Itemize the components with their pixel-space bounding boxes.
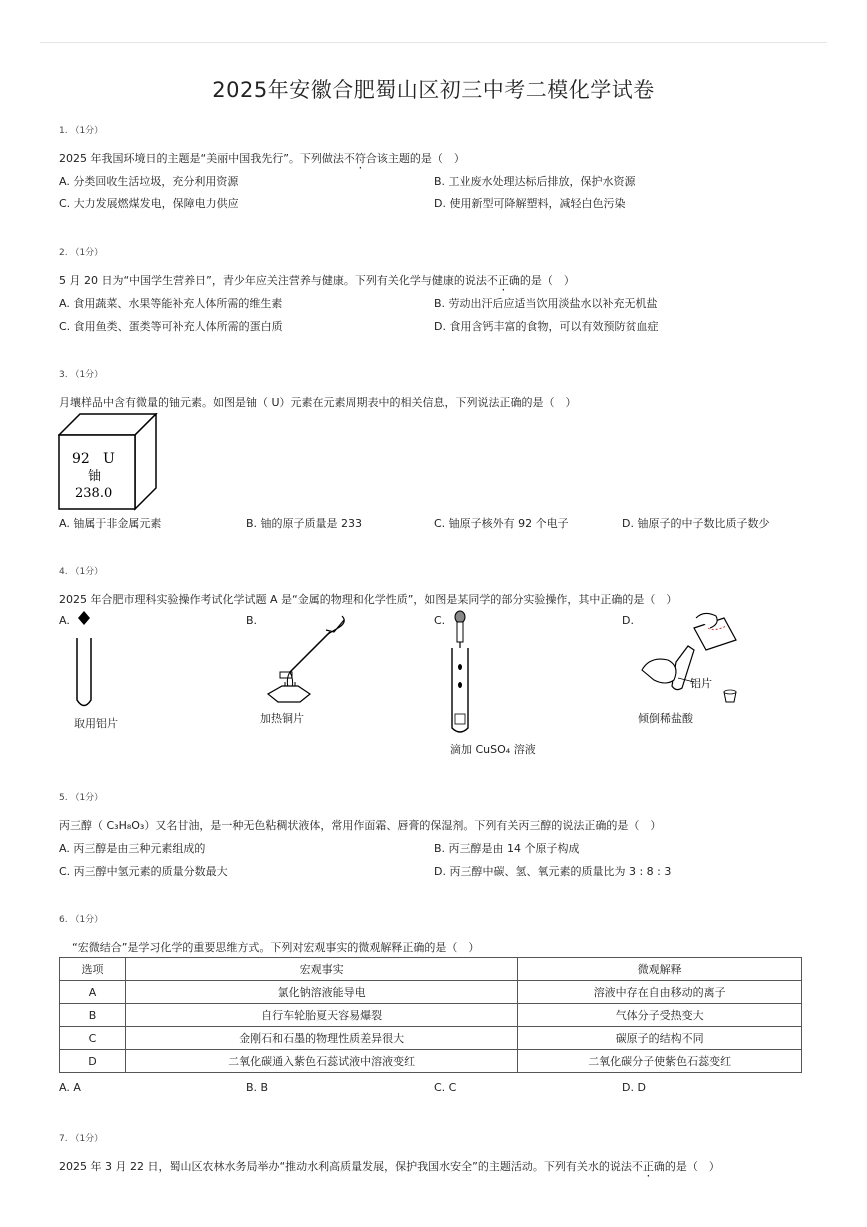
option-a[interactable]: A. 食用蔬菜、水果等能补充人体所需的维生素 [59, 297, 283, 310]
element-number: 92 [72, 451, 90, 467]
question-number: 5. （1分） [59, 793, 104, 803]
question-number: 6. （1分） [59, 915, 104, 925]
table-cell: B [60, 1004, 126, 1027]
option-b[interactable]: B. 劳动出汗后应适当饮用淡盐水以补充无机盐 [434, 297, 658, 310]
option-b[interactable]: B. B [246, 1081, 269, 1094]
option-b[interactable]: B. 工业废水处理达标后排放，保护水资源 [434, 175, 636, 188]
table-header: 宏观事实 [125, 958, 517, 981]
option-b[interactable]: B. 铀的原子质量是 233 [246, 517, 363, 530]
table-row [60, 1050, 802, 1073]
option-d[interactable]: D. 使用新型可降解塑料，减轻白色污染 [434, 197, 626, 210]
figure-label-d[interactable]: D. [622, 614, 634, 627]
option-c[interactable]: C. 丙三醇中氢元素的质量分数最大 [59, 865, 228, 878]
option-d[interactable]: D. 丙三醇中碳、氢、氧元素的质量比为 3 : 8 : 3 [434, 865, 672, 878]
option-a[interactable]: A. 分类回收生活垃圾，充分利用资源 [59, 175, 239, 188]
question-stem: 2025 年合肥市理科实验操作考试化学试题 A 是“金属的物理和化学性质”，如图是某同学的部分实验操作，其中正确的是（ ） [59, 593, 678, 606]
table-cell: 溶液中存在自由移动的离子 [518, 981, 802, 1004]
table-cell: C [60, 1027, 126, 1050]
table-row [60, 1004, 802, 1027]
option-c[interactable]: C. 铀原子核外有 92 个电子 [434, 517, 569, 530]
figure-label-c[interactable]: C. [434, 614, 446, 627]
page-title: 2025年安徽合肥蜀山区初三中考二模化学试卷 [212, 78, 655, 102]
question-number: 1. （1分） [59, 126, 104, 136]
question-number: 7. （1分） [59, 1134, 104, 1144]
figure-caption-a: 取用铝片 [74, 717, 118, 730]
figure-label-b[interactable]: B. [246, 614, 258, 627]
table-header-row [60, 958, 802, 981]
element-tile-figure [58, 413, 158, 511]
question-stem: 5 月 20 日为“中国学生营养日”，青少年应关注营养与健康。下列有关化学与健康的说法不正确的是（ ） [59, 274, 575, 287]
question-stem: 2025 年 3 月 22 日，蜀山区农林水务局举办“推动水利高质量发展，保护我国水安全”的主题活动。下列有关水的说法不正确的是（ ） [59, 1160, 720, 1173]
table-cell: A [60, 981, 126, 1004]
heating-copper-figure [258, 610, 353, 708]
option-c[interactable]: C. 食用鱼类、蛋类等可补充人体所需的蛋白质 [59, 320, 283, 333]
option-c[interactable]: C. 大力发展燃煤发电，保障电力供应 [59, 197, 239, 210]
option-a[interactable]: A. A [59, 1081, 81, 1094]
comparison-table [59, 957, 802, 1073]
figure-caption-b: 加热铜片 [260, 712, 304, 725]
option-d[interactable]: D. 铀原子的中子数比质子数少 [622, 517, 770, 530]
element-symbol: U [103, 451, 115, 467]
table-cell: 二氧化碳分子使紫色石蕊变红 [518, 1050, 802, 1073]
element-name: 铀 [88, 469, 102, 484]
table-cell: 气体分子受热变大 [518, 1004, 802, 1027]
aluminum-label: 铝片 [690, 677, 712, 690]
element-mass: 238.0 [75, 486, 113, 501]
top-divider [40, 42, 827, 43]
question-number: 4. （1分） [59, 567, 104, 577]
question-stem: 2025 年我国环境日的主题是“美丽中国我先行”。下列做法不符合该主题的是（ ） [59, 152, 465, 165]
question-number: 3. （1分） [59, 370, 104, 380]
option-c[interactable]: C. C [434, 1081, 457, 1094]
table-cell: 碳原子的结构不同 [518, 1027, 802, 1050]
option-a[interactable]: A. 铀属于非金属元素 [59, 517, 162, 530]
question-stem: “宏微结合”是学习化学的重要思维方式。下列对宏观事实的微观解释正确的是（ ） [72, 941, 480, 954]
option-d[interactable]: D. D [622, 1081, 646, 1094]
table-cell: 氯化钠溶液能导电 [125, 981, 517, 1004]
question-number: 2. （1分） [59, 248, 104, 258]
option-a[interactable]: A. 丙三醇是由三种元素组成的 [59, 842, 206, 855]
figure-caption-c: 滴加 CuSO₄ 溶液 [450, 743, 536, 756]
question-stem: 丙三醇（ C₃H₈O₃）又名甘油，是一种无色粘稠状液体，常用作面霜、唇膏的保湿剂。下列有关丙三醇的说法正确的是（ ） [59, 819, 662, 832]
table-cell: 金刚石和石墨的物理性质差异很大 [125, 1027, 517, 1050]
table-header: 选项 [60, 958, 126, 981]
figure-caption-d: 倾倒稀盐酸 [638, 712, 693, 725]
question-stem: 月壤样品中含有微量的铀元素。如图是铀（ U）元素在元素周期表中的相关信息，下列说法正确的是（ ） [59, 396, 577, 409]
test-tube-aluminum-figure [72, 608, 102, 712]
option-d[interactable]: D. 食用含钙丰富的食物，可以有效预防贫血症 [434, 320, 659, 333]
option-b[interactable]: B. 丙三醇是由 14 个原子构成 [434, 842, 580, 855]
dropper-test-tube-figure [447, 610, 475, 738]
table-row [60, 1027, 802, 1050]
table-header: 微观解释 [518, 958, 802, 981]
figure-label-a[interactable]: A. [59, 614, 70, 627]
table-row [60, 981, 802, 1004]
pouring-acid-figure [636, 610, 744, 708]
table-cell: 自行车轮胎夏天容易爆裂 [125, 1004, 517, 1027]
table-cell: 二氧化碳通入紫色石蕊试液中溶液变红 [125, 1050, 517, 1073]
table-cell: D [60, 1050, 126, 1073]
